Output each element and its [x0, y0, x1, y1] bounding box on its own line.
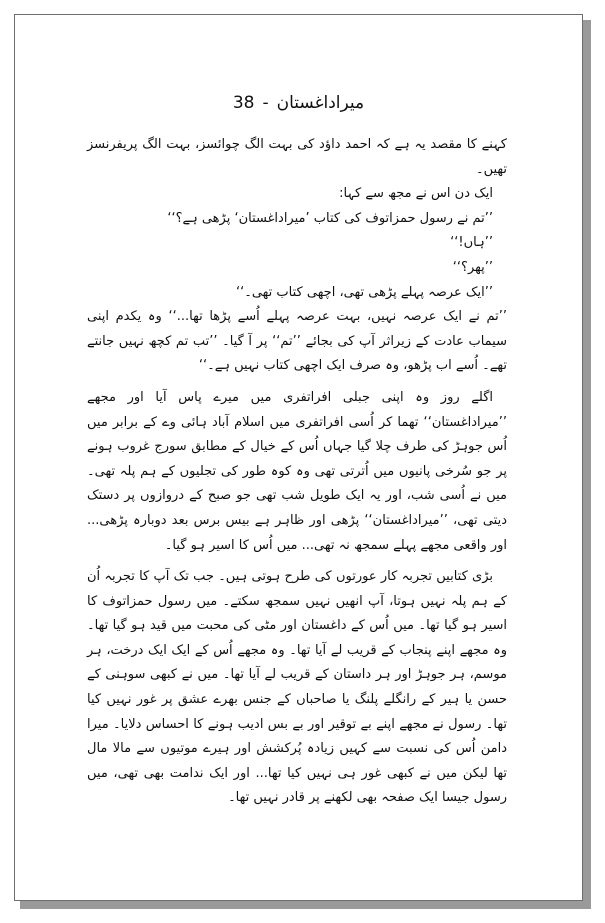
- paragraph: ’’ایک عرصہ پہلے پڑھی تھی، اچھی کتاب تھی۔‘‘: [235, 284, 493, 300]
- paragraph: ’’پھر؟‘‘: [452, 259, 493, 275]
- page-number: 38: [232, 93, 255, 113]
- page-header: [15, 93, 582, 113]
- paragraph: بڑی کتابیں تجربہ کار عورتوں کی طرح ہوتی ہیں۔ جب تک آپ کا تجربہ اُن کے ہم پلہ نہیں ہوتا، آپ انھیں نہیں سمجھ سکتے۔ میں رسول حمزاتوف کا اسیر ہو گیا تھا۔ میں اُس کے داغستان اور مٹی کی محبت میں قید ہو گیا تھا۔ وہ مجھے اپنے پنجاب کے قریب لے آیا تھا۔ وہ مجھے اُس کے ایک ایک درخت، ہر موسم، ہر جوہڑ اور ہر داستان کے قریب لے آیا تھا۔ میں نے کبھی سوہنی کے حسن یا ہیر کے رانگلے پلنگ یا صاحباں کے جنس بھرے عشق پر غور نہیں کیا تھا۔ رسول نے مجھے اپنے بے توقیر اور بے بس ادیب ہونے کا احساس دلایا۔ میرا دامن اُس کی نسبت سے کہیں زیادہ پُرکشش اور ہیرے موتیوں سے مالا مال تھا لیکن میں نے کبھی غور ہی نہیں کیا تھا... اور ایک ندامت بھی تھی، میں رسول جیسا ایک صفحہ بھی لکھنے پر قادر نہیں تھا۔: [87, 569, 507, 806]
- header-separator: -: [262, 93, 269, 113]
- paragraph: اگلے روز وہ اپنی جبلی افراتفری میں میرے پاس آیا اور مجھے ’’میراداغستان‘‘ تھما کر اُسی افراتفری میں اسلام آباد ہائی وے کے برابر میں اُس جوہڑ کی طرف چلا گیا جہاں اُس کے خیال کے مطابق سورج غروب ہونے پر جو سُرخی پانیوں میں اُترتی تھی وہ کوہ طور کی تجلیوں کے ہم پلہ تھی۔ میں نے اُسی شب، اور یہ ایک طویل شب تھی جو صبح کے دروازوں پر دستک دیتی تھی، ’’میراداغستان‘‘ پڑھی اور ظاہر ہے بیس برس بعد دوبارہ پڑھی... اور واقعی مجھے پہلے سمجھ نہ تھی... میں اُس کا اسیر ہو گیا۔: [87, 389, 507, 553]
- paragraph: ’’تم نے ایک عرصہ نہیں، بہت عرصہ پہلے اُسے پڑھا تھا...‘‘ وہ یکدم اپنی سیماب عادت کے زیراثر آپ کی بجائے ’’تم‘‘ پر آ گیا۔ ’’تب تم کچھ نہیں جانتے تھے۔ اُسے اب پڑھو، وہ صرف ایک اچھی کتاب نہیں ہے۔‘‘: [87, 309, 507, 374]
- paragraph: ’’تم نے رسول حمزاتوف کی کتاب ’میراداغستان‘ پڑھی ہے؟‘‘: [167, 210, 493, 226]
- book-page: [14, 14, 583, 901]
- paragraph: ایک دن اس نے مجھ سے کہا:: [339, 186, 493, 202]
- body-text: [87, 133, 507, 811]
- paragraph: ’’ہاں!‘‘: [450, 235, 493, 251]
- paragraph: کہنے کا مقصد یہ ہے کہ احمد داؤد کی بہت الگ چوائسز، بہت الگ پریفرنسز تھیں۔: [87, 137, 507, 177]
- running-title: میراداغستان: [276, 93, 365, 113]
